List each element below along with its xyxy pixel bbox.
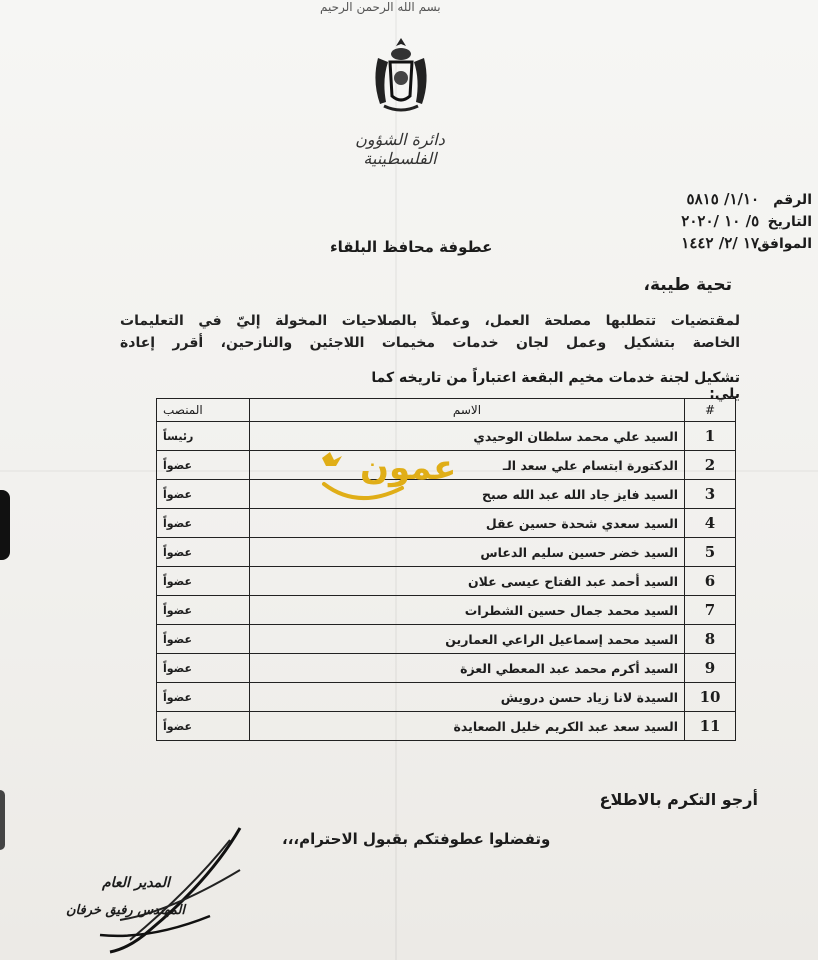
row-num: 6 xyxy=(685,567,736,596)
table-row xyxy=(157,422,736,451)
row-role: عضواً xyxy=(157,480,250,509)
scan-edge-shadow xyxy=(0,490,10,560)
table-row xyxy=(157,509,736,538)
header-num: # xyxy=(685,399,736,422)
closing-line-2: وتفضلوا عطوفتكم بقبول الاحترام،،، xyxy=(282,830,551,848)
signatory-name: المهندس رفيق خرفان xyxy=(66,903,185,918)
row-role: عضواً xyxy=(157,596,250,625)
row-name: السيد فايز جاد الله عبد الله صبح xyxy=(250,480,685,509)
header-name: الاسم xyxy=(250,399,685,422)
row-num: 1 xyxy=(685,422,736,451)
department-name: دائرة الشؤون الفلسطينية xyxy=(355,130,445,168)
jordan-crest-icon xyxy=(370,36,432,116)
row-name: السيد محمد إسماعيل الراعي العمارين xyxy=(250,625,685,654)
row-num: 9 xyxy=(685,654,736,683)
closing-line-1: أرجو التكرم بالاطلاع xyxy=(599,790,758,809)
row-role: عضواً xyxy=(157,538,250,567)
basmala-text: بسم الله الرحمن الرحيم xyxy=(320,0,441,14)
row-num: 11 xyxy=(685,712,736,741)
row-num: 5 xyxy=(685,538,736,567)
row-role: عضواً xyxy=(157,654,250,683)
table-row xyxy=(157,596,736,625)
reference-hijri-label: الموافق xyxy=(757,236,812,252)
row-role: عضواً xyxy=(157,683,250,712)
reference-number-value: ١/١٠/ ٥٨١٥ xyxy=(686,190,760,208)
reference-hijri-value: ١٧ /٢/ ١٤٤٢ xyxy=(681,234,760,252)
table-row xyxy=(157,712,736,741)
row-role: رئيساً xyxy=(157,422,250,451)
row-name: الدكتورة ابتسام علي سعد الـ xyxy=(250,451,685,480)
reference-number-row xyxy=(681,190,812,212)
reference-date-label: التاريخ xyxy=(767,214,812,230)
row-name: السيد محمد جمال حسين الشطرات xyxy=(250,596,685,625)
addressee: عطوفة محافظ البلقاء xyxy=(330,238,493,256)
header-role: المنصب xyxy=(157,399,250,422)
body-line-1: لمقتضيات تتطلبها مصلحة العمل، وعملاً بالصلاحيات المخولة إليّ في التعليمات xyxy=(120,313,740,329)
row-name: السيد سعد عبد الكريم خليل الصعايدة xyxy=(250,712,685,741)
greeting: تحية طيبة، xyxy=(643,275,732,295)
row-num: 2 xyxy=(685,451,736,480)
body-line-3-prefix: تشكيل xyxy=(689,370,740,386)
row-name: السيد سعدي شحدة حسين عقل xyxy=(250,509,685,538)
watermark-text: عمون xyxy=(360,448,457,488)
table-header-row xyxy=(157,399,736,422)
row-name: السيد علي محمد سلطان الوحيدي xyxy=(250,422,685,451)
signatory-title: المدير العام xyxy=(102,875,170,891)
row-name: السيدة لانا زياد حسن درويش xyxy=(250,683,685,712)
row-num: 3 xyxy=(685,480,736,509)
row-num: 4 xyxy=(685,509,736,538)
row-role: عضواً xyxy=(157,567,250,596)
reference-number-label: الرقم xyxy=(773,192,812,208)
letter-body xyxy=(120,310,740,354)
table-row xyxy=(157,683,736,712)
row-name: السيد أكرم محمد عبد المعطي العزة xyxy=(250,654,685,683)
row-role: عضواً xyxy=(157,625,250,654)
reference-block xyxy=(681,190,812,256)
reference-hijri-row xyxy=(681,234,812,256)
body-line-2: الخاصة بتشكيل وعمل لجان خدمات مخيمات اللاجئين والنازحين، أقرر إعادة xyxy=(120,335,740,351)
row-num: 7 xyxy=(685,596,736,625)
table-row xyxy=(157,625,736,654)
row-name: السيد خضر حسين سليم الدعاس xyxy=(250,538,685,567)
reference-date-row xyxy=(681,212,812,234)
row-num: 10 xyxy=(685,683,736,712)
row-role: عضواً xyxy=(157,509,250,538)
body-line-3-suffix: اعتباراً من تاريخه كما يلي: xyxy=(371,370,740,402)
scan-edge-shadow xyxy=(0,790,5,850)
row-name: السيد أحمد عبد الفتاح عيسى علان xyxy=(250,567,685,596)
row-role: عضواً xyxy=(157,451,250,480)
table-row xyxy=(157,654,736,683)
row-role: عضواً xyxy=(157,712,250,741)
reference-date-value: ٥/ ١٠ /٢٠٢٠ xyxy=(681,212,760,230)
row-num: 8 xyxy=(685,625,736,654)
table-row xyxy=(157,538,736,567)
table-row xyxy=(157,567,736,596)
committee-name: لجنة خدمات مخيم البقعة xyxy=(521,370,690,386)
